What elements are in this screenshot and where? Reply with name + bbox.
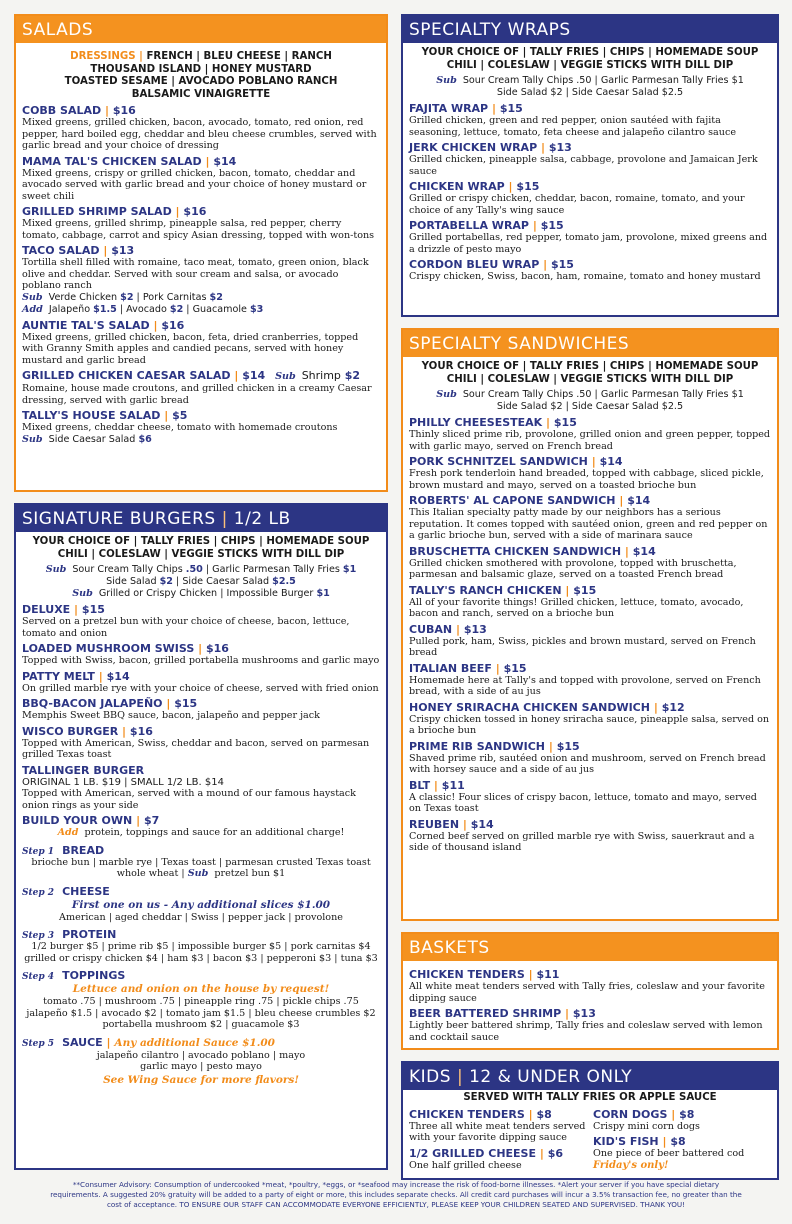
burger-sub3b-price: $1 xyxy=(316,588,330,599)
salad-item: TALLY'S HOUSE SALAD | $5 Mixed greens, cheddar cheese, tomato with homemade croutons Sub Side Caesar Salad $6 xyxy=(22,409,380,446)
burger-sub1a-price: .50 xyxy=(185,564,203,575)
burger-item: PATTY MELT | $14 On grilled marble rye with your choice of cheese, served with fried onion xyxy=(22,669,379,694)
taco-add-3-price: $3 xyxy=(250,303,264,315)
salad-item-price: $16 xyxy=(112,104,136,117)
basket-item-name: CHICKEN TENDERS xyxy=(409,968,525,981)
wrap-item: JERK CHICKEN WRAP | $13 Grilled chicken, pineapple salsa, cabbage, provolone and Jamaican Jerk sauce xyxy=(409,141,771,177)
wraps-side-choice xyxy=(409,47,771,72)
burger-item-name: WISCO BURGER xyxy=(22,724,119,738)
sandwiches-header: SPECIALTY SANDWICHES xyxy=(403,330,777,357)
salad-item-desc: Romaine, house made croutons, and grilled chicken in a creamy Caesar dressing, served with garlic bread xyxy=(22,383,372,406)
step5-footer: See Wing Sauce for more flavors! xyxy=(103,1073,299,1086)
basket-item-desc: All white meat tenders served with Tally fries, coleslaw and your favorite dipping sauce xyxy=(409,981,765,1004)
footer-line1: **Consumer Advisory: Consumption of undercooked *meat, *poultry, *eggs, or *seafood may increase the risk of food-borne illnesses. *Alert your server if you have special dietary xyxy=(72,1180,720,1189)
step1-line2b: pretzel bun $1 xyxy=(214,868,286,879)
kids-item-price: $8 xyxy=(536,1107,552,1121)
sandwich-item: PRIME RIB SANDWICH | $15 Shaved prime rib, sautéed onion and mushroom, served on French bread with horsey sauce and a side of au jus xyxy=(409,740,771,776)
wrap-item-desc: Grilled chicken, green and red pepper, onion sautéed with fajita seasoning, lettuce, tomato, feta cheese and jalapeño cilantro sauce xyxy=(409,115,737,138)
sandwich-item-desc: Pulled pork, ham, Swiss, pickles and brown mustard, served on French bread xyxy=(409,635,756,658)
sandwich-item-name: CUBAN xyxy=(409,622,453,636)
sandwich-item-price: $13 xyxy=(463,622,487,636)
salad-item-desc: Tortilla shell filled with romaine, taco meat, tomato, green onion, black olive and cheddar. Served with sour cream and salsa, or avocado poblano ranch xyxy=(22,257,369,291)
sandwich-item-name: PORK SCHNITZEL SANDWICH xyxy=(409,455,588,468)
salad-item-name: AUNTIE TAL'S SALAD xyxy=(22,318,150,332)
house-sub-price: $6 xyxy=(138,433,152,445)
burger-item-name: DELUXE xyxy=(22,603,71,616)
salad-item-desc: Mixed greens, grilled chicken, bacon, feta, dried cranberries, topped with Granny Smith apples and candied pecans, served with honey mustard and garlic bread xyxy=(22,331,359,366)
step2-line: American | aged cheddar | Swiss | pepper jack | provolone xyxy=(59,911,343,923)
step-sauce: Step 5 SAUCE | Any additional Sauce $1.00 jalapeño cilantro | avocado poblano | mayo garlic mayo | pesto mayo See Wing Sauce for more flavors! xyxy=(22,1036,380,1087)
taco-add-2-price: $2 xyxy=(169,303,184,315)
wrap-item: FAJITA WRAP | $15 Grilled chicken, green and red pepper, onion sautéed with fajita seasoning, lettuce, tomato, feta cheese and jalapeño cilantro sauce xyxy=(409,102,771,138)
sandwich-item-price: $14 xyxy=(470,817,494,831)
step4-line3: portabella mushroom $2 | guacamole $3 xyxy=(102,1019,300,1030)
basket-item: CHICKEN TENDERS | $11 All white meat tenders served with Tally fries, coleslaw and your favorite dipping sauce xyxy=(409,968,771,1004)
salad-item-desc: Mixed greens, grilled chicken, bacon, avocado, tomato, red onion, red pepper, hard boiled egg, cheddar and bleu cheese crumbles, served with garlic bread and your choice of dressing xyxy=(22,117,377,151)
burger-item: LOADED MUSHROOM SWISS | $16 Topped with Swiss, bacon, grilled portabella mushrooms and garlic mayo xyxy=(22,642,380,666)
sandwich-item: PORK SCHNITZEL SANDWICH | $14 Fresh pork tenderloin hand breaded, topped with cabbage, sliced pickle, brown mustard and mayo, served on a toasted brioche bun xyxy=(409,455,771,491)
wrap-item-desc: Grilled or crispy chicken, cheddar, bacon, romaine, tomato, and your choice of any Tally's wing sauce xyxy=(409,193,745,216)
kids-section xyxy=(401,1061,779,1180)
wrap-item-price: $15 xyxy=(499,102,523,115)
dressings-label: DRESSINGS xyxy=(70,51,136,62)
sandwich-item-price: $14 xyxy=(627,494,651,507)
sandwich-item-desc: Shaved prime rib, sautéed onion and mushroom, served on French bread with horsey sauce and a side of au jus xyxy=(409,752,766,775)
sandwich-item-price: $15 xyxy=(503,661,527,675)
step-bread xyxy=(22,844,380,880)
taco-sub-1: Verde Chicken xyxy=(48,291,118,303)
salads-header: SALADS xyxy=(16,16,386,43)
footer-line2: requirements. A suggested 20% gratuity will be added to a party of eight or more, this includes separate checks. All credit card purchases will incur a 3.5% transaction fee, no greater than the xyxy=(50,1190,742,1199)
sandwich-item-desc: Fresh pork tenderloin hand breaded, topped with cabbage, sliced pickle, brown mustard and mayo, served on a toasted brioche bun xyxy=(409,468,764,491)
sandwich-item-name: BRUSCHETTA CHICKEN SANDWICH xyxy=(409,544,622,558)
burgers-side-choice xyxy=(22,536,380,561)
burgers-sub-tag-2: Sub xyxy=(72,588,93,599)
taco-add-1-price: $1.5 xyxy=(93,303,117,315)
kids-item-price: $8 xyxy=(679,1107,695,1121)
wraps-sub1: Sour Cream Tally Chips .50 | Garlic Parmesan Tally Fries $1 xyxy=(462,75,744,86)
sandwich-item-name: BLT xyxy=(409,778,431,792)
burger-sub2a-price: $2 xyxy=(159,576,173,587)
tallinger-title: TALLINGER BURGER xyxy=(22,763,145,777)
sandwich-item: CUBAN | $13 Pulled pork, ham, Swiss, pickles and brown mustard, served on French bread xyxy=(409,623,771,659)
kids-title: KIDS xyxy=(409,1067,452,1087)
burger-sub2b-price: $2.5 xyxy=(272,576,296,587)
sandwich-item-name: REUBEN xyxy=(409,817,460,831)
house-sub-text: Side Caesar Salad xyxy=(48,433,136,445)
step4-script: Lettuce and onion on the house by request! xyxy=(72,983,330,995)
burger-item: BBQ-BACON JALAPEÑO | $15 Memphis Sweet BBQ sauce, bacon, jalapeño and pepper jack xyxy=(22,697,380,722)
kids-item-name: CORN DOGS xyxy=(593,1107,668,1121)
wrap-item-price: $15 xyxy=(540,219,564,232)
salad-item: GRILLED CHICKEN CAESAR SALAD | $14 Sub Shrimp $2 Romaine, house made croutons, and grilled chicken in a creamy Caesar dressing, served with garlic bread xyxy=(22,369,380,406)
salad-item: TACO SALAD | $13 Tortilla shell filled with romaine, taco meat, tomato, green onion, black olive and cheddar. Served with sour cream and salsa, or avocado poblano ranch Sub Verde Chicken $2 | Pork Carnitas $2 Add Jalapeño $1.5 | Avocado $2 | Guacamole $3 xyxy=(22,244,380,316)
wrap-item-price: $13 xyxy=(548,141,572,154)
sandwich-item-price: $11 xyxy=(441,778,465,792)
salad-item-desc: Mixed greens, cheddar cheese, tomato with homemade croutons xyxy=(22,422,338,433)
basket-item-desc: Lightly beer battered shrimp, Tally fries and coleslaw served with lemon and cocktail sauce xyxy=(409,1020,763,1043)
burger-sub2a: Side Salad xyxy=(106,576,157,587)
kids-item: CHICKEN TENDERS | $8 Three all white meat tenders served with your favorite dipping sauce xyxy=(409,1107,586,1143)
step4-line2: jalapeño $1.5 | avocado $2 | tomato jam $1.5 | bleu cheese crumbles $2 xyxy=(26,1007,376,1019)
burgers-section xyxy=(14,503,388,1170)
sandwich-item: ITALIAN BEEF | $15 Homemade here at Tally's and topped with provolone, served on French bread, with a side of au jus xyxy=(409,662,771,698)
salads-section xyxy=(14,14,388,492)
sandwich-item-price: $14 xyxy=(632,544,656,558)
sandwich-item-desc: All of your favorite things! Grilled chicken, lettuce, tomato, avocado, bacon and ranch, served on a brioche bun xyxy=(409,596,744,619)
burger-item-desc: Topped with Swiss, bacon, grilled portabella mushrooms and garlic mayo xyxy=(22,655,380,666)
sandwich-item-desc: Corned beef served on grilled marble rye with Swiss, sauerkraut and a side of thousand island xyxy=(409,830,755,853)
step3-tag: Step 3 xyxy=(22,931,55,941)
kids-item-name: CHICKEN TENDERS xyxy=(409,1107,525,1121)
taco-sub-2-price: $2 xyxy=(209,291,223,303)
wrap-item-desc: Grilled portabellas, red pepper, tomato jam, provolone, mixed greens and a drizzle of pesto mayo xyxy=(409,232,768,255)
salad-item-price: $14 xyxy=(242,369,266,382)
kids-item-desc: Crispy mini corn dogs xyxy=(593,1120,700,1132)
step1-name: BREAD xyxy=(62,843,105,857)
footer-line3: cost of acceptance. TO ENSURE OUR STAFF CAN ACCOMMODATE EVERYONE EFFICIENTLY, PLEASE KEEP YOUR CHILDREN SEATED AND SUPERVISED. THANK YOU! xyxy=(106,1200,686,1209)
sandwich-item-name: PHILLY CHEESESTEAK xyxy=(409,416,543,429)
kids-item: KID'S FISH | $8 One piece of beer battered cod Friday's only! xyxy=(593,1135,771,1172)
burger-item-name: PATTY MELT xyxy=(22,669,95,683)
caesar-sub-text: Shrimp xyxy=(301,369,341,382)
wraps-header: SPECIALTY WRAPS xyxy=(403,16,777,43)
sandwiches-side-choice xyxy=(409,361,771,386)
basket-item-price: $13 xyxy=(572,1007,596,1020)
sandwich-item-price: $15 xyxy=(573,583,597,597)
dressings-line1: FRENCH | BLEU CHEESE | RANCH xyxy=(146,51,332,62)
wrap-item: PORTABELLA WRAP | $15 Grilled portabellas, red pepper, tomato jam, provolone, mixed greens and a drizzle of pesto mayo xyxy=(409,219,771,255)
sandwich-item-price: $15 xyxy=(553,416,577,429)
burger-item: DELUXE | $15 Served on a pretzel bun with your choice of cheese, bacon, lettuce, tomato and onion xyxy=(22,603,380,639)
sandwich-item: REUBEN | $14 Corned beef served on grilled marble rye with Swiss, sauerkraut and a side of thousand island xyxy=(409,818,771,854)
wrap-item-name: JERK CHICKEN WRAP xyxy=(409,141,538,154)
wrap-item-name: FAJITA WRAP xyxy=(409,102,489,115)
wraps-section xyxy=(401,14,779,317)
taco-add-3: Guacamole xyxy=(192,303,247,315)
step2-script: First one on us - Any additional slices $1.00 xyxy=(71,898,331,911)
wrap-item: CHICKEN WRAP | $15 Grilled or crispy chicken, cheddar, bacon, romaine, tomato, and your choice of any Tally's wing sauce xyxy=(409,180,771,216)
dressings-line2: THOUSAND ISLAND | HONEY MUSTARD xyxy=(90,63,312,75)
kids-item-price: $8 xyxy=(670,1135,686,1148)
kids-item-price: $6 xyxy=(547,1146,564,1160)
burgers-size: 1/2 LB xyxy=(233,509,291,529)
sandwich-item: HONEY SRIRACHA CHICKEN SANDWICH | $12 Crispy chicken tossed in honey sriracha sauce, pineapple salsa, served on a brioche bun xyxy=(409,700,770,736)
basket-item-price: $11 xyxy=(536,968,560,981)
byo-price: $7 xyxy=(143,814,160,827)
burgers-header: SIGNATURE BURGERS | 1/2 LB xyxy=(16,505,386,532)
caesar-sub-price: $2 xyxy=(344,369,361,382)
salad-item-name: MAMA TAL'S CHICKEN SALAD xyxy=(22,154,202,168)
salad-item-name: TACO SALAD xyxy=(22,244,100,257)
salad-item-desc: Mixed greens, crispy or grilled chicken, bacon, tomato, cheddar and avocado served with garlic bread and your choice of honey mustard or sweet chili xyxy=(22,167,367,202)
kids-item-desc: One half grilled cheese xyxy=(409,1159,522,1171)
salad-item-name: GRILLED CHICKEN CAESAR SALAD xyxy=(22,369,231,382)
wrap-item-name: CORDON BLEU WRAP xyxy=(409,258,540,271)
kids-item: 1/2 GRILLED CHEESE | $6 One half grilled cheese xyxy=(409,1147,587,1172)
sandwich-item-price: $14 xyxy=(599,455,623,468)
salad-item-price: $5 xyxy=(172,409,188,422)
sandwich-item: TALLY'S RANCH CHICKEN | $15 All of your favorite things! Grilled chicken, lettuce, tomato, avocado, bacon and ranch, served on a brioche bun xyxy=(409,584,771,620)
step1-tag: Step 1 xyxy=(22,846,55,857)
byo-title: BUILD YOUR OWN xyxy=(22,814,133,827)
burgers-sub-options: Sub Sour Cream Tally Chips .50 | Garlic Parmesan Tally Fries $1 Side Salad $2 | Side Caesar Salad $2.5 Sub Grilled or Crispy Chicken | Impossible Burger $1 xyxy=(45,564,357,599)
step5-name: SAUCE xyxy=(62,1035,103,1049)
wrap-item-price: $15 xyxy=(550,258,574,271)
step3-name: PROTEIN xyxy=(62,928,117,941)
sandwich-item-desc: Homemade here at Tally's and topped with provolone, served on French bread, with a side of au jus xyxy=(409,674,761,697)
sandwich-item: ROBERTS' AL CAPONE SANDWICH | $14 This Italian specialty patty made by our neighbors has a serious reputation. It comes topped with sautéed onion, green and red pepper on a garlic brioche bun, served with a side of marinara sauce xyxy=(409,494,771,542)
salad-item-price: $13 xyxy=(111,244,135,257)
burger-sub1a: Sour Cream Tally Chips xyxy=(72,564,183,575)
step5-tag: Step 5 xyxy=(22,1038,55,1049)
wraps-sub2: Side Salad $2 | Side Caesar Salad $2.5 xyxy=(496,87,684,98)
burger-sub1b: Garlic Parmesan Tally Fries xyxy=(212,564,340,575)
kids-item: CORN DOGS | $8 Crispy mini corn dogs xyxy=(593,1108,771,1133)
step5-script: Any additional Sauce $1.00 xyxy=(114,1036,275,1049)
wraps-choice-line1: YOUR CHOICE OF | TALLY FRIES | CHIPS | HOMEMADE SOUP xyxy=(421,47,759,58)
sandwich-item-desc: Grilled chicken smothered with provolone, topped with bruschetta, parmesan and balsamic glaze, served on a toasted French bread xyxy=(409,557,737,580)
burgers-title: SIGNATURE BURGERS xyxy=(22,509,216,529)
baskets-section xyxy=(401,932,779,1050)
burger-item-desc: Memphis Sweet BBQ sauce, bacon, jalapeño and pepper jack xyxy=(22,710,320,721)
salad-item: COBB SALAD | $16 Mixed greens, grilled chicken, bacon, avocado, tomato, red onion, red pepper, hard boiled egg, cheddar and bleu cheese crumbles, served with garlic bread and your choice of dressing xyxy=(22,104,380,152)
basket-item-name: BEER BATTERED SHRIMP xyxy=(409,1007,562,1020)
step3-line2: grilled or crispy chicken $4 | ham $3 | bacon $3 | pepperoni $3 | tuna $3 xyxy=(24,952,378,964)
caesar-sub-tag: Sub xyxy=(275,371,296,382)
burger-item-desc: Served on a pretzel bun with your choice of cheese, bacon, lettuce, tomato and onion xyxy=(22,616,350,639)
salad-item: AUNTIE TAL'S SALAD | $16 Mixed greens, grilled chicken, bacon, feta, dried cranberries, topped with Granny Smith apples and candied pecans, served with honey mustard and garlic bread xyxy=(22,319,380,367)
step4-line1: tomato .75 | mushroom .75 | pineapple ring .75 | pickle chips .75 xyxy=(43,996,359,1007)
byo-add-text: protein, toppings and sauce for an additional charge! xyxy=(84,827,345,838)
step1-line1: brioche bun | marble rye | Texas toast | parmesan crusted Texas toast xyxy=(31,856,371,868)
sandwich-item-desc: This Italian specialty patty made by our neighbors has a serious reputation. It comes topped with sautéed onion, green and red pepper on a garlic brioche bun, served with a side of marinara sauce xyxy=(409,507,768,541)
kids-header: KIDS | 12 & UNDER ONLY xyxy=(403,1063,777,1090)
burger-item-desc: Topped with American, Swiss, cheddar and bacon, served on parmesan grilled Texas toast xyxy=(22,737,370,760)
baskets-header: BASKETS xyxy=(403,934,777,961)
salad-item-price: $16 xyxy=(183,205,207,218)
wraps-choice-line2: CHILI | COLESLAW | VEGGIE STICKS WITH DILL DIP xyxy=(446,59,734,71)
step4-tag: Step 4 xyxy=(22,972,55,982)
sandwich-item-name: ROBERTS' AL CAPONE SANDWICH xyxy=(409,494,616,507)
burger-sub3a: Grilled or Crispy Chicken xyxy=(98,588,218,599)
sandwich-item-name: PRIME RIB SANDWICH xyxy=(409,739,545,753)
sandwiches-choice-line2: CHILI | COLESLAW | VEGGIE STICKS WITH DILL DIP xyxy=(446,373,734,385)
burger-sub2b: Side Caesar Salad xyxy=(182,576,270,587)
step2-name: CHEESE xyxy=(62,884,110,898)
step5-line1: jalapeño cilantro | avocado poblano | mayo xyxy=(96,1049,306,1061)
tallinger-desc: Topped with American, served with a mound of our famous haystack onion rings as your side xyxy=(22,788,356,811)
wrap-item-desc: Grilled chicken, pineapple salsa, cabbage, provolone and Jamaican Jerk sauce xyxy=(409,154,758,177)
kids-served-with: SERVED WITH TALLY FRIES OR APPLE SAUCE xyxy=(463,1092,717,1103)
wrap-item-desc: Crispy chicken, Swiss, bacon, ham, romaine, tomato and honey mustard xyxy=(409,271,761,282)
sandwich-item-name: HONEY SRIRACHA CHICKEN SANDWICH xyxy=(409,700,650,714)
wraps-sub-tag: Sub xyxy=(436,75,457,86)
house-sub-tag: Sub xyxy=(22,433,43,445)
step1-sub-tag: Sub xyxy=(187,868,209,879)
step-cheese xyxy=(22,885,380,924)
burger-sub1b-price: $1 xyxy=(342,564,357,575)
step5-line2: garlic mayo | pesto mayo xyxy=(140,1061,262,1072)
tallinger-sizes: ORIGINAL 1 LB. $19 | SMALL 1/2 LB. $14 xyxy=(22,776,224,788)
kids-item-desc: Three all white meat tenders served with your favorite dipping sauce xyxy=(409,1120,586,1143)
taco-add-tag: Add xyxy=(22,303,43,315)
taco-sub-tag: Sub xyxy=(22,291,43,303)
dressings-line3: TOASTED SESAME | AVOCADO POBLANO RANCH xyxy=(64,76,338,87)
sandwiches-section xyxy=(401,328,779,921)
sandwich-item: PHILLY CHEESESTEAK | $15 Thinly sliced prime rib, provolone, grilled onion and green pepper, topped with garlic mayo, served on French bread xyxy=(409,416,771,452)
sandwiches-sub-tag: Sub xyxy=(436,389,457,400)
dressings-list: DRESSINGS | FRENCH | BLEU CHEESE | RANCH THOUSAND ISLAND | HONEY MUSTARD TOASTED SESAME | AVOCADO POBLANO RANCH BALSAMIC VINAIGRETTE xyxy=(22,51,380,101)
sandwiches-sub2: Side Salad $2 | Side Caesar Salad $2.5 xyxy=(496,401,684,412)
salad-item-price: $16 xyxy=(161,318,185,332)
build-your-own: BUILD YOUR OWN | $7 Add protein, toppings and sauce for an additional charge! xyxy=(22,814,345,838)
taco-add-1: Jalapeño xyxy=(48,303,91,315)
burger-item-name: BBQ-BACON JALAPEÑO xyxy=(22,697,163,710)
burger-item-name: LOADED MUSHROOM SWISS xyxy=(22,642,195,655)
sandwich-item-price: $15 xyxy=(556,739,580,753)
burgers-sub-tag: Sub xyxy=(45,564,67,575)
burger-item: WISCO BURGER | $16 Topped with American, Swiss, cheddar and bacon, served on parmesan grilled Texas toast xyxy=(22,725,380,761)
burgers-choice-line2: CHILI | COLESLAW | VEGGIE STICKS WITH DILL DIP xyxy=(57,548,345,560)
wrap-item-name: PORTABELLA WRAP xyxy=(409,219,529,232)
wraps-sub-options xyxy=(409,75,771,99)
basket-item: BEER BATTERED SHRIMP | $13 Lightly beer battered shrimp, Tally fries and coleslaw served with lemon and cocktail sauce xyxy=(409,1007,771,1043)
sandwich-item-name: TALLY'S RANCH CHICKEN xyxy=(409,583,562,597)
step1-line2a: whole wheat | xyxy=(116,868,185,879)
salad-item-name: GRILLED SHRIMP SALAD xyxy=(22,205,172,218)
step-protein xyxy=(22,928,380,964)
sandwich-item-name: ITALIAN BEEF xyxy=(409,661,492,675)
burgers-choice-line1: YOUR CHOICE OF | TALLY FRIES | CHIPS | HOMEMADE SOUP xyxy=(32,536,370,547)
kids-fish-note: Friday's only! xyxy=(593,1159,669,1171)
step2-tag: Step 2 xyxy=(22,887,55,898)
right-column xyxy=(401,14,779,1191)
sandwich-item-desc: Thinly sliced prime rib, provolone, grilled onion and green pepper, topped with garlic mayo, served on French bread xyxy=(409,429,771,452)
taco-add-2: Avocado xyxy=(126,303,167,315)
sandwich-item-desc: A classic! Four slices of crispy bacon, lettuce, tomato and mayo, served on Texas toast xyxy=(409,791,757,814)
taco-sub-2: Pork Carnitas xyxy=(142,291,207,303)
step4-name: TOPPINGS xyxy=(62,969,126,982)
burger-item-price: $15 xyxy=(81,603,105,616)
salad-item: GRILLED SHRIMP SALAD | $16 Mixed greens, grilled shrimp, pineapple salsa, red pepper, cherry tomato, cabbage, carrot and spicy Asian dressing, topped with won-tons xyxy=(22,205,380,241)
left-column xyxy=(14,14,388,1181)
salad-item-desc: Mixed greens, grilled shrimp, pineapple salsa, red pepper, cherry tomato, cabbage, carrot and spicy Asian dressing, topped with won-tons xyxy=(22,218,375,241)
sandwiches-sub-options xyxy=(409,389,771,413)
step3-line1: 1/2 burger $5 | prime rib $5 | impossible burger $5 | pork carnitas $4 xyxy=(31,941,371,952)
wrap-item: CORDON BLEU WRAP | $15 Crispy chicken, Swiss, bacon, ham, romaine, tomato and honey mustard xyxy=(409,258,771,283)
burger-item-price: $14 xyxy=(106,669,130,683)
sandwich-item: BLT | $11 A classic! Four slices of crispy bacon, lettuce, tomato and mayo, served on Texas toast xyxy=(409,779,771,815)
wrap-item-price: $15 xyxy=(516,180,540,193)
kids-items xyxy=(409,1105,771,1172)
burger-item-price: $16 xyxy=(129,724,153,738)
burger-item-desc: On grilled marble rye with your choice of cheese, served with fried onion xyxy=(22,682,379,694)
sandwich-item-price: $12 xyxy=(661,700,685,714)
taco-sub-1-price: $2 xyxy=(120,291,134,303)
step-toppings xyxy=(22,969,380,1031)
kids-item-name: 1/2 GRILLED CHEESE xyxy=(409,1146,536,1160)
salad-item: MAMA TAL'S CHICKEN SALAD | $14 Mixed greens, crispy or grilled chicken, bacon, tomato, cheddar and avocado served with garlic bread and your choice of honey mustard or sweet chili xyxy=(22,155,380,203)
salad-item-price: $14 xyxy=(213,154,237,168)
sandwich-item-desc: Crispy chicken tossed in honey sriracha sauce, pineapple salsa, served on a brioche bun xyxy=(409,713,770,736)
consumer-advisory-footer xyxy=(10,1180,782,1210)
byo-add-tag: Add xyxy=(57,827,79,838)
sandwiches-sub1: Sour Cream Tally Chips .50 | Garlic Parmesan Tally Fries $1 xyxy=(462,389,744,400)
burger-sub3b: Impossible Burger xyxy=(226,588,314,599)
kids-item-desc: One piece of beer battered cod xyxy=(593,1148,745,1159)
burger-item-price: $15 xyxy=(174,697,198,710)
dressings-line4: BALSAMIC VINAIGRETTE xyxy=(131,88,271,100)
salad-item-name: TALLY'S HOUSE SALAD xyxy=(22,409,161,422)
sandwich-item: BRUSCHETTA CHICKEN SANDWICH | $14 Grilled chicken smothered with provolone, topped with bruschetta, parmesan and balsamic glaze, served on a toasted French bread xyxy=(409,545,771,581)
salad-item-name: COBB SALAD xyxy=(22,104,102,117)
wrap-item-name: CHICKEN WRAP xyxy=(409,180,505,193)
kids-item-name: KID'S FISH xyxy=(593,1135,659,1148)
sandwiches-choice-line1: YOUR CHOICE OF | TALLY FRIES | CHIPS | HOMEMADE SOUP xyxy=(421,361,759,372)
tallinger-burger xyxy=(22,764,380,812)
kids-age: 12 & UNDER ONLY xyxy=(469,1067,633,1087)
burger-item-price: $16 xyxy=(205,642,229,655)
